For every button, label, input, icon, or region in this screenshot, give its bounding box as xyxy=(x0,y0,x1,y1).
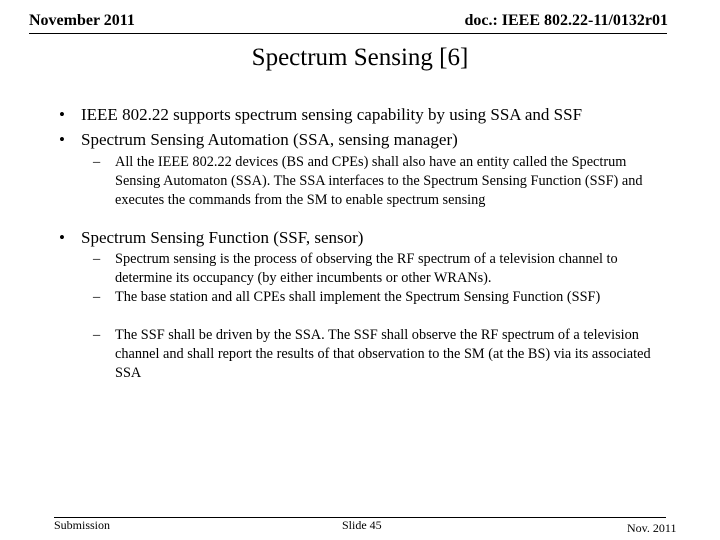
header-doc-id: doc.: IEEE 802.22-11/0132r01 xyxy=(464,12,668,29)
sub-bullet-text: The base station and all CPEs shall implement the Spectrum Sensing Function (SSF) xyxy=(115,289,601,305)
footer-date: Nov. 2011 xyxy=(627,521,677,535)
header-divider xyxy=(29,33,667,34)
sub-bullet-text: Spectrum sensing is the process of observing the RF spectrum of a television channel to determine its occupancy (by either incumbents or other WRANs). xyxy=(115,251,618,286)
sub-bullet-text: All the IEEE 802.22 devices (BS and CPEs) shall also have an entity called the Spectrum Sensing Automaton (SSA). The SSA interfaces to the Spectrum Sensing Function (SSF) and executes the commands from the SM to enable spectrum sensing xyxy=(115,154,643,208)
header-date: November 2011 xyxy=(29,12,135,29)
bullet-icon: • xyxy=(59,228,65,247)
sub-bullet-text: The SSF shall be driven by the SSA. The SSF shall observe the RF spectrum of a television channel and shall report the results of that observation to the SM (at the BS) via its associated SSA xyxy=(115,327,651,381)
bullet-item xyxy=(59,228,364,248)
bullet-text: Spectrum Sensing Automation (SSA, sensing manager) xyxy=(81,130,458,149)
sub-bullet-item xyxy=(93,153,665,210)
footer-slide-number: Slide 45 xyxy=(342,518,382,532)
bullet-text: Spectrum Sensing Function (SSF, sensor) xyxy=(81,228,364,247)
bullet-icon: • xyxy=(59,130,65,149)
dash-icon: – xyxy=(93,251,101,267)
dash-icon: – xyxy=(93,327,101,343)
sub-bullet-item xyxy=(93,288,665,307)
sub-bullet-item xyxy=(93,250,665,288)
dash-icon: – xyxy=(93,289,101,305)
dash-icon: – xyxy=(93,154,101,170)
sub-bullet-item xyxy=(93,326,665,383)
bullet-text: IEEE 802.22 supports spectrum sensing capability by using SSA and SSF xyxy=(81,105,583,124)
footer-submission: Submission xyxy=(54,518,111,532)
bullet-icon: • xyxy=(59,105,65,124)
slide-title: Spectrum Sensing [6] xyxy=(251,44,469,71)
bullet-item xyxy=(59,130,458,150)
bullet-item xyxy=(59,105,583,125)
